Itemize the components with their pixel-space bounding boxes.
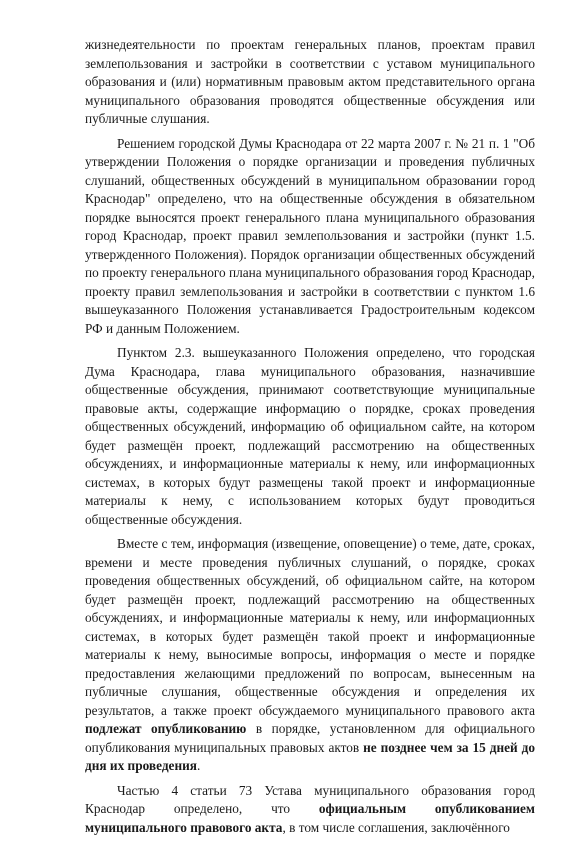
paragraph-4-bold-deadline: не позднее чем за 15 дней до дня их проведения [85,739,536,773]
document-page [85,36,535,843]
paragraph-5-bold-official: официальным опубликованием муниципального правового акта [85,801,535,835]
paragraph-5 [85,782,535,838]
paragraph-4-text-c: в порядке, установленном для официального опубликования муниципальных правовых актов [85,721,535,755]
paragraph-4-text-a: Вместе с тем, информация (извещение, оповещение) о теме, дате, сроках, времени и месте проведения публичных слушаний, о порядке, сроках проведения общественных обсуждений, об официальном сайте, на котором будет размещён проект, подлежащий рассмотрению на общественных обсуждениях, и информационные материалы к нему, или информационных системах, в которых будет размещён такой проект и информационные материалы к нему, выносимые вопросы, информация о месте и порядке предоставления желающими предложений по вопросам, вынесенным на публичные слушания, общественные обсуждения и определения их результатов, а также проект обсуждаемого муниципального правового акта [85,536,535,718]
paragraph-4 [85,535,535,776]
paragraph-3: Пунктом 2.3. вышеуказанного Положения определено, что городская Дума Краснодара, глава муниципального образования, назначившие общественные обсуждения, принимают соответствующие муниципальные правовые акты, содержащие информацию о порядке, сроках проведения общественных обсуждений, информацию об официальном сайте, на котором будет размещён проект, подлежащий рассмотрению на общественных обсуждениях, и информационные материалы к нему, или информационных системах, в которых будут размещены такой проект и информационные материалы к нему, с использованием которых будут проводиться общественные обсуждения. [85,345,535,527]
paragraph-4-bold-publish: подлежат опубликованию [85,721,247,736]
paragraph-4-text-e: . [196,758,201,773]
paragraph-1: жизнедеятельности по проектам генеральных планов, проектам правил землепользования и застройки в соответствии с уставом муниципального образования и (или) нормативным правовым актом представительного органа муниципального образования проводятся общественные обсуждения или публичные слушания. [85,37,535,126]
paragraph-5-text-a: Частью 4 статьи 73 Устава муниципального образования город Краснодар определено, что [85,782,535,816]
paragraph-2: Решением городской Думы Краснодара от 22 марта 2007 г. № 21 п. 1 "Об утверждении Положения о порядке организации и проведения публичных слушаний, общественных обсуждений в муниципальном образовании город Краснодар" определено, что на общественные обсуждения в обязательном порядке выносятся проект генерального плана муниципального образования город Краснодар, проект правил землепользования и застройки (пункт 1.5. утвержденного Положения). Порядок организации общественных обсуждений по проекту генерального плана муниципального образования город Краснодар, проекту правил землепользования и застройки в соответствии с пунктом 1.6 вышеуказанного Положения устанавливается Градостроительным кодексом РФ и данным Положением. [85,135,535,336]
paragraph-5-text-c: , в том числе соглашения, заключённого [282,819,510,835]
